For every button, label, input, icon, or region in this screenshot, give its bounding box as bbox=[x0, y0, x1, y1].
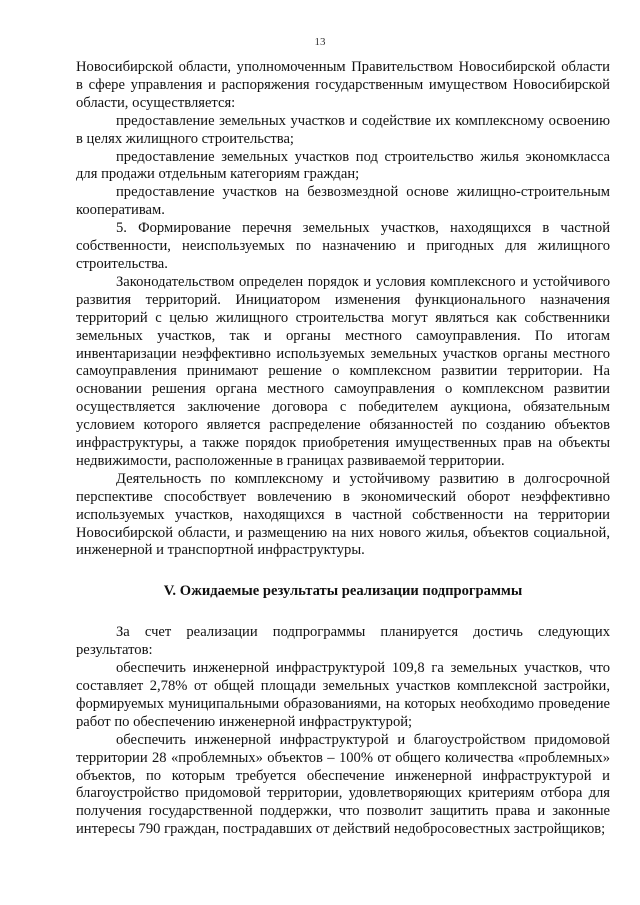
paragraph: предоставление участков на безвозмездной основе жилищно-строительным кооперативам. bbox=[76, 184, 610, 219]
paragraph: обеспечить инженерной инфраструктурой и благоустройством придомовой территории 28 «проблемных» объектов – 100% от общего количества «проблемных» объектов, по которым требуется обеспечение инженерной инфраструктурой и благоустройство придомовой территории, удовлетворяющих критериям отбора для получения государственной поддержки, что позволит защитить права и законные интересы 790 граждан, пострадавших от действий недобросовестных застройщиков; bbox=[76, 731, 610, 838]
page-number: 13 bbox=[314, 36, 326, 48]
paragraph: предоставление земельных участков и содействие их комплексному освоению в целях жилищного строительства; bbox=[76, 112, 610, 147]
paragraph: обеспечить инженерной инфраструктурой 109,8 га земельных участков, что составляет 2,78% от общей площади земельных участков комплексной застройки, формируемых муниципальными образованиями, на которых необходимо проведение работ по обеспечению инженерной инфраструктурой; bbox=[76, 660, 610, 730]
paragraph: Деятельность по комплексному и устойчивому развитию в долгосрочной перспективе способствует вовлечению в экономический оборот неэффективно используемых участков, находящихся в частной собственности на территории Новосибирской области, и размещению на них нового жилья, объектов социальной, инженерной и транспортной инфраструктуры. bbox=[76, 470, 610, 559]
paragraph: Новосибирской области, уполномоченным Правительством Новосибирской области в сфере управления и распоряжения государственным имуществом Новосибирской области, осуществляется: bbox=[76, 59, 610, 111]
section-heading: V. Ожидаемые результаты реализации подпрограммы bbox=[163, 583, 523, 600]
paragraph: Законодательством определен порядок и условия комплексного и устойчивого развития территорий. Инициатором изменения функционального назначения территорий с целью жилищного строительства могут являться как собственники земельных участков, так и органы местного самоуправления. По итогам инвентаризации неэффективно используемых земельных участков органы местного самоуправления принимают решение о комплексном развитии территории. На основании решения органа местного самоуправления о комплексном развитии осуществляется заключение договора с победителем аукциона, обязательным условием которого является распределение обязанностей по созданию объектов инфраструктуры, а также порядок приобретения имущественных прав на объекты недвижимости, расположенные в границах развиваемой территории. bbox=[76, 273, 610, 469]
paragraph: 5. Формирование перечня земельных участков, находящихся в частной собственности, неиспользуемых по назначению и пригодных для жилищного строительства. bbox=[76, 220, 610, 272]
paragraph: предоставление земельных участков под строительство жилья экономкласса для продажи отдельным категориям граждан; bbox=[76, 148, 610, 183]
paragraph: За счет реализации подпрограммы планируется достичь следующих результатов: bbox=[76, 624, 610, 659]
document-body bbox=[76, 59, 610, 839]
